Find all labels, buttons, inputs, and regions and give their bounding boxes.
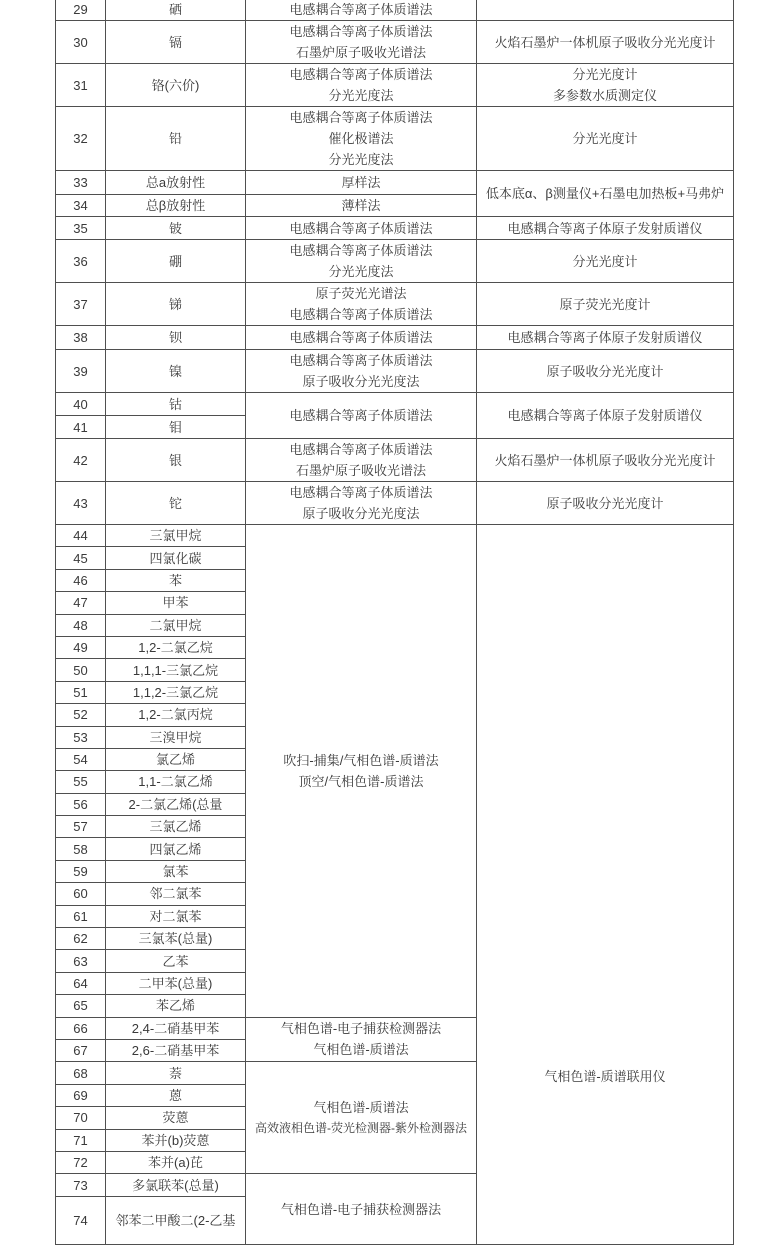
row-number-cell: 70: [56, 1107, 106, 1129]
parameter-name-cell: [106, 482, 246, 525]
instrument-text-line: 原子吸收分光光度计: [546, 363, 664, 379]
parameter-name-cell: [106, 726, 246, 748]
parameter-name-cell: [106, 1039, 246, 1061]
instrument-cell: [477, 525, 734, 1245]
parameter-name-cell: [106, 195, 246, 217]
parameter-name-cell: [106, 283, 246, 326]
method-text-line: 石墨炉原子吸收光谱法: [295, 463, 426, 478]
parameter-name-cell: [106, 1107, 246, 1129]
instrument-cell: [477, 283, 734, 326]
row-number-cell: 59: [56, 860, 106, 882]
method-cell: [246, 171, 477, 195]
parameter-name: 四氯乙烯: [149, 841, 202, 857]
parameter-name-cell: [106, 0, 246, 21]
method-text-line: 电感耦合等离子体质谱法: [289, 330, 433, 345]
instrument-cell: [477, 350, 734, 393]
row-number-cell: 34: [56, 195, 106, 217]
parameter-name-cell: [106, 240, 246, 283]
parameter-name-cell: [106, 107, 246, 171]
parameter-name: 氯苯: [162, 864, 189, 880]
method-text-line: 电感耦合等离子体质谱法: [289, 307, 433, 322]
parameter-name: 2,4-二硝基甲苯: [131, 1020, 220, 1036]
parameter-name: 钼: [168, 419, 182, 435]
parameter-name-cell: [106, 64, 246, 107]
parameter-name: 总a放射性: [145, 175, 206, 190]
row-number-cell: 65: [56, 995, 106, 1017]
method-text-line: 气相色谱-电子捕获检测器法: [280, 1201, 442, 1217]
method-text-line: 催化极谱法: [328, 131, 394, 146]
parameter-name: 乙苯: [162, 953, 189, 969]
row-number-cell: 48: [56, 614, 106, 636]
row-number-cell: 60: [56, 883, 106, 905]
row-number-cell: 52: [56, 704, 106, 726]
parameter-name: 硼: [168, 253, 182, 269]
row-number-cell: 66: [56, 1017, 106, 1039]
parameter-name: 铬(六价): [151, 77, 200, 93]
row-number-cell: 32: [56, 107, 106, 171]
method-cell: [246, 439, 477, 482]
method-text-line: 厚样法: [341, 175, 381, 190]
method-cell: [246, 326, 477, 350]
method-text-line: 气相色谱-质谱法: [313, 1042, 409, 1058]
parameter-name: 蒽: [168, 1087, 182, 1103]
table-row: [56, 350, 734, 393]
parameter-name: 1,2-二氯乙烷: [138, 640, 213, 656]
row-number-cell: 44: [56, 525, 106, 547]
table-row: [56, 21, 734, 64]
method-text-line: 分光光度法: [328, 152, 394, 167]
instrument-text-line: 多参数水质测定仪: [552, 88, 657, 103]
method-text-line: 高效液相色谱-荧光检测器-紫外检测器法: [255, 1120, 467, 1135]
method-cell: [246, 1017, 477, 1062]
row-number-cell: 73: [56, 1174, 106, 1196]
row-number-cell: 69: [56, 1084, 106, 1106]
parameter-name-cell: [106, 350, 246, 393]
parameter-name-cell: [106, 21, 246, 64]
row-number-cell: 31: [56, 64, 106, 107]
instrument-text-line: 电感耦合等离子体原子发射质谱仪: [507, 408, 703, 423]
parameters-table-wrap: [55, 0, 734, 1245]
instrument-text-line: 气相色谱-质谱联用仪: [544, 1068, 666, 1084]
row-number-cell: 30: [56, 21, 106, 64]
method-cell: [246, 350, 477, 393]
instrument-text-line: 原子荧光光度计: [559, 296, 651, 312]
table-row: [56, 525, 734, 547]
method-text-line: 电感耦合等离子体质谱法: [289, 2, 433, 17]
instrument-cell: [477, 439, 734, 482]
parameter-name-cell: [106, 748, 246, 770]
table-row: [56, 482, 734, 525]
parameter-name: 银: [168, 452, 182, 468]
method-text-line: 电感耦合等离子体质谱法: [289, 67, 433, 82]
method-text-line: 电感耦合等离子体质谱法: [289, 408, 433, 423]
parameter-name: 2-二氯乙烯(总量: [128, 796, 223, 812]
parameter-name-cell: [106, 860, 246, 882]
parameter-name: 苯乙烯: [155, 998, 195, 1014]
table-row: [56, 393, 734, 416]
method-text-line: 原子吸收分光光度法: [302, 374, 420, 389]
row-number-cell: 41: [56, 416, 106, 439]
row-number-cell: 61: [56, 905, 106, 927]
instrument-cell: [477, 393, 734, 439]
method-text-line: 气相色谱-质谱法: [313, 1099, 409, 1115]
table-row: [56, 171, 734, 195]
parameter-name-cell: [106, 793, 246, 815]
method-text-line: 电感耦合等离子体质谱法: [289, 110, 433, 125]
parameter-name: 1,2-二氯丙烷: [138, 707, 213, 723]
instrument-cell: [477, 217, 734, 240]
parameter-name: 1,1,1-三氯乙烷: [132, 662, 219, 678]
row-number-cell: 63: [56, 950, 106, 972]
parameter-name-cell: [106, 1174, 246, 1196]
method-text-line: 分光光度法: [328, 88, 394, 103]
parameter-name: 对二氯苯: [149, 908, 202, 924]
method-cell: [246, 195, 477, 217]
instrument-text-line: 低本底α、β测量仪+石墨电加热板+马弗炉: [485, 186, 725, 201]
method-cell: [246, 0, 477, 21]
parameter-name: 总β放射性: [145, 198, 206, 213]
parameter-name: 1,1-二氯乙烯: [138, 774, 213, 790]
method-cell: [246, 217, 477, 240]
parameter-name: 三氯乙烯: [149, 819, 202, 835]
row-number-cell: 51: [56, 681, 106, 703]
parameter-name: 多氯联苯(总量): [132, 1177, 219, 1193]
parameter-name: 氯乙烯: [155, 752, 195, 768]
row-number-cell: 40: [56, 393, 106, 416]
method-cell: [246, 1174, 477, 1244]
parameter-name: 四氯化碳: [149, 550, 202, 566]
row-number-cell: 39: [56, 350, 106, 393]
row-number-cell: 53: [56, 726, 106, 748]
parameter-name-cell: [106, 1129, 246, 1151]
row-number-cell: 47: [56, 592, 106, 614]
method-text-line: 吹扫-捕集/气相色谱-质谱法: [283, 752, 439, 768]
parameter-name-cell: [106, 995, 246, 1017]
parameter-name: 硒: [168, 2, 182, 17]
parameter-name-cell: [106, 1196, 246, 1244]
instrument-text-line: 火焰石墨炉一体机原子吸收分光光度计: [494, 34, 716, 50]
instrument-cell: [477, 64, 734, 107]
method-text-line: 石墨炉原子吸收光谱法: [295, 45, 426, 60]
parameter-name-cell: [106, 1017, 246, 1039]
table-row: [56, 326, 734, 350]
parameter-name: 1,1,2-三氯乙烷: [132, 684, 219, 700]
method-cell: [246, 107, 477, 171]
parameter-name: 苯并(a)芘: [148, 1155, 203, 1171]
method-text-line: 顶空/气相色谱-质谱法: [298, 773, 424, 789]
method-text-line: 薄样法: [341, 198, 381, 213]
parameter-name: 2,6-二硝基甲苯: [131, 1043, 220, 1059]
method-text-line: 电感耦合等离子体质谱法: [289, 24, 433, 39]
method-text-line: 电感耦合等离子体质谱法: [289, 243, 433, 258]
row-number-cell: 74: [56, 1196, 106, 1244]
parameter-name: 铊: [168, 495, 182, 511]
method-cell: [246, 283, 477, 326]
parameter-name-cell: [106, 1062, 246, 1084]
parameter-name-cell: [106, 905, 246, 927]
row-number-cell: 35: [56, 217, 106, 240]
instrument-text-line: 火焰石墨炉一体机原子吸收分光光度计: [494, 452, 716, 468]
parameter-name: 荧蒽: [162, 1110, 189, 1126]
table-row: [56, 283, 734, 326]
parameter-name: 三溴甲烷: [149, 729, 202, 745]
instrument-cell: [477, 107, 734, 171]
instrument-cell: [477, 240, 734, 283]
parameter-name-cell: [106, 681, 246, 703]
parameter-name-cell: [106, 950, 246, 972]
row-number-cell: 29: [56, 0, 106, 21]
method-text-line: 电感耦合等离子体质谱法: [289, 220, 433, 236]
row-number-cell: 42: [56, 439, 106, 482]
row-number-cell: 57: [56, 816, 106, 838]
parameter-name: 邻二氯苯: [149, 886, 202, 902]
parameter-name-cell: [106, 972, 246, 994]
parameter-name-cell: [106, 928, 246, 950]
method-cell: [246, 525, 477, 1018]
parameter-name: 钴: [168, 396, 182, 412]
row-number-cell: 43: [56, 482, 106, 525]
parameter-name: 三氯甲烷: [149, 528, 202, 544]
parameter-name-cell: [106, 525, 246, 547]
parameter-name: 二氯甲烷: [149, 617, 202, 633]
row-number-cell: 36: [56, 240, 106, 283]
table-row: [56, 217, 734, 240]
parameter-name-cell: [106, 614, 246, 636]
parameter-name: 苯并(b)荧蒽: [141, 1132, 210, 1148]
row-number-cell: 72: [56, 1151, 106, 1173]
method-text-line: 电感耦合等离子体质谱法: [289, 353, 433, 368]
parameter-name-cell: [106, 704, 246, 726]
method-cell: [246, 482, 477, 525]
row-number-cell: 58: [56, 838, 106, 860]
instrument-text-line: 分光光度计: [572, 131, 638, 146]
row-number-cell: 68: [56, 1062, 106, 1084]
row-number-cell: 49: [56, 636, 106, 658]
parameter-name: 苯: [168, 572, 182, 588]
instrument-cell: [477, 326, 734, 350]
row-number-cell: 33: [56, 171, 106, 195]
parameter-name-cell: [106, 569, 246, 591]
instrument-cell: [477, 21, 734, 64]
instrument-cell: [477, 0, 734, 21]
parameter-name: 锑: [168, 296, 182, 312]
instrument-cell: [477, 482, 734, 525]
parameter-name-cell: [106, 1084, 246, 1106]
instrument-text-line: 电感耦合等离子体原子发射质谱仪: [507, 330, 703, 345]
parameter-name-cell: [106, 659, 246, 681]
parameter-name-cell: [106, 636, 246, 658]
row-number-cell: 55: [56, 771, 106, 793]
method-cell: [246, 64, 477, 107]
table-row: [56, 240, 734, 283]
method-cell: [246, 240, 477, 283]
method-text-line: 电感耦合等离子体质谱法: [289, 442, 433, 457]
table-row: [56, 107, 734, 171]
instrument-text-line: 原子吸收分光光度计: [546, 495, 664, 511]
method-text-line: 气相色谱-电子捕获检测器法: [280, 1021, 442, 1037]
parameter-name: 镍: [168, 363, 182, 379]
row-number-cell: 62: [56, 928, 106, 950]
row-number-cell: 67: [56, 1039, 106, 1061]
row-number-cell: 56: [56, 793, 106, 815]
table-row: [56, 439, 734, 482]
row-number-cell: 38: [56, 326, 106, 350]
instrument-text-line: 分光光度计: [572, 67, 638, 82]
row-number-cell: 45: [56, 547, 106, 569]
row-number-cell: 50: [56, 659, 106, 681]
instrument-cell: [477, 171, 734, 217]
parameter-name-cell: [106, 547, 246, 569]
parameter-name: 邻苯二甲酸二(2-乙基: [115, 1212, 236, 1228]
parameter-name: 镉: [168, 34, 182, 50]
parameter-name: 三氯苯(总量): [138, 931, 213, 947]
table-row: [56, 64, 734, 107]
method-text-line: 原子吸收分光光度法: [302, 506, 420, 521]
method-text-line: 分光光度法: [328, 264, 394, 279]
parameter-name: 萘: [168, 1065, 182, 1081]
parameter-name: 铅: [168, 131, 182, 146]
row-number-cell: 71: [56, 1129, 106, 1151]
row-number-cell: 37: [56, 283, 106, 326]
row-number-cell: 64: [56, 972, 106, 994]
method-cell: [246, 1062, 477, 1174]
parameter-name-cell: [106, 439, 246, 482]
method-text-line: 电感耦合等离子体质谱法: [289, 485, 433, 500]
method-cell: [246, 393, 477, 439]
parameter-name-cell: [106, 883, 246, 905]
parameter-name-cell: [106, 393, 246, 416]
parameters-table: [55, 0, 734, 1245]
method-cell: [246, 21, 477, 64]
row-number-cell: 54: [56, 748, 106, 770]
parameter-name-cell: [106, 217, 246, 240]
parameter-name-cell: [106, 416, 246, 439]
parameter-name-cell: [106, 816, 246, 838]
row-number-cell: 46: [56, 569, 106, 591]
instrument-text-line: 分光光度计: [572, 253, 638, 269]
parameter-name: 钡: [168, 330, 182, 345]
parameter-name-cell: [106, 326, 246, 350]
method-text-line: 原子荧光光谱法: [315, 286, 407, 301]
parameter-name: 甲苯: [162, 595, 189, 611]
parameter-name: 二甲苯(总量): [138, 976, 213, 991]
table-row: [56, 0, 734, 21]
instrument-text-line: 电感耦合等离子体原子发射质谱仪: [507, 220, 703, 236]
parameter-name-cell: [106, 838, 246, 860]
parameter-name-cell: [106, 771, 246, 793]
parameters-table-body: [56, 0, 734, 1244]
parameter-name: 铍: [168, 220, 182, 236]
parameter-name-cell: [106, 1151, 246, 1173]
parameter-name-cell: [106, 592, 246, 614]
parameter-name-cell: [106, 171, 246, 195]
